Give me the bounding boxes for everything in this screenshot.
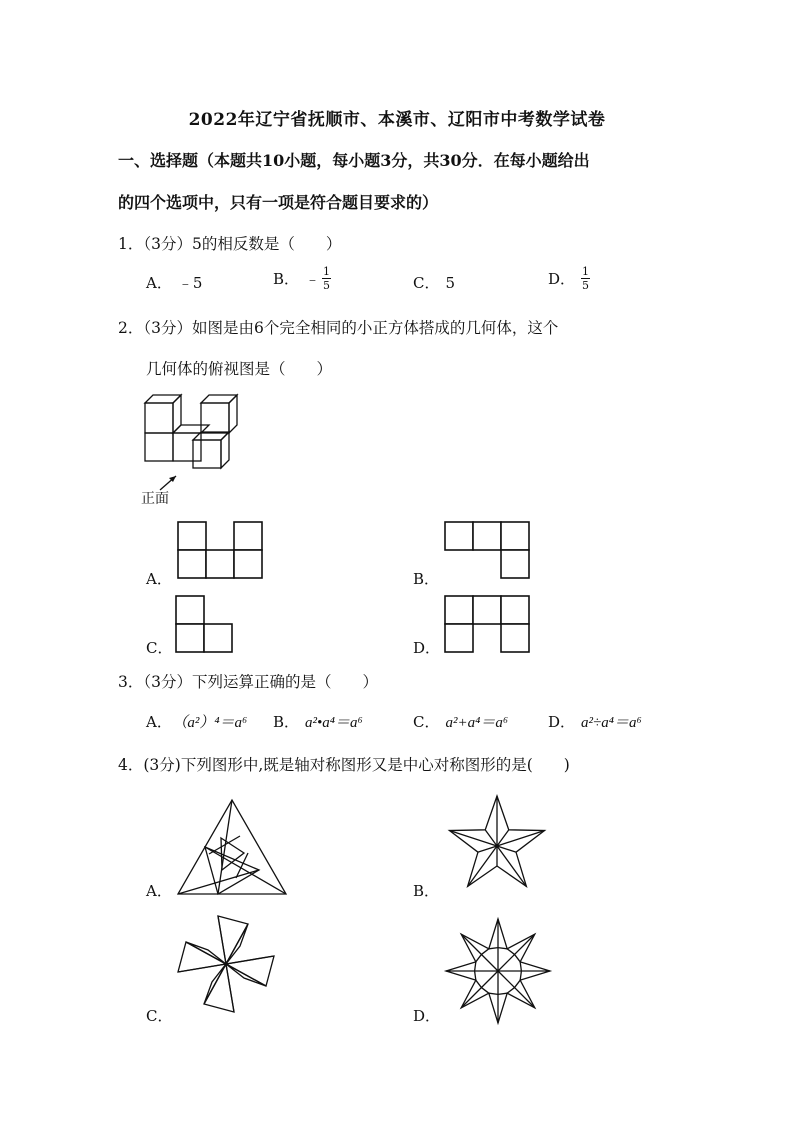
q1-d-numerator: 1 [582,265,590,278]
q1-option-c [413,272,455,293]
q3-c-label: C． [413,713,440,731]
q3-a-label: A． [146,713,172,731]
q4-option-c-figure[interactable] [175,912,277,1016]
front-view-label: 正面 [141,491,169,507]
q1-b-sign: ﹣ [305,270,321,288]
section-header-line1: 一、选择题（本题共10小题，每小题3分，共30分．在每小题给出 [118,151,590,170]
cube-stack-figure [140,392,250,472]
q3-stem: 3．（3分）下列运算正确的是（ ） [118,673,378,691]
q2-b-label: B． [413,570,440,588]
q1-c-value: 5 [445,274,456,292]
q1-option-b [273,265,331,292]
q4-c-label: C． [146,1007,173,1025]
q3-a-expr: （a²）⁴＝a⁶ [179,715,248,731]
q1-a-label: A． [146,274,172,292]
q1-option-d [548,265,590,292]
q1-d-denominator: 5 [582,279,590,292]
q1-b-denominator: 5 [323,279,331,292]
q4-a-label: A． [146,882,172,900]
q1-d-label: D． [548,270,576,288]
q4-d-label: D． [413,1007,441,1025]
q3-b-expr: a²•a⁴＝a⁶ [305,715,363,731]
q1-c-label: C． [413,274,440,292]
q4-b-label: B． [413,882,440,900]
q2-stem-line1: 2．（3分）如图是由6个完全相同的小正方体搭成的几何体，这个 [118,319,559,337]
q2-option-a-figure[interactable] [177,521,263,581]
q2-option-b-figure[interactable] [444,521,530,581]
q4-option-b-figure[interactable] [445,790,549,894]
q3-b-label: B． [273,713,300,731]
q1-d-fraction [581,265,590,292]
q2-stem-line2: 几何体的俯视图是（ ） [146,360,333,378]
q2-a-label: A． [146,570,172,588]
q4-option-a-figure[interactable] [176,798,288,896]
q2-d-label: D． [413,639,441,657]
q1-b-label: B． [273,270,300,288]
q3-c-expr: a²+a⁴＝a⁶ [445,715,509,731]
q2-option-c-figure[interactable] [175,595,235,655]
q3-option-a [146,711,247,732]
section-header-line2: 的四个选项中，只有一项是符合题目要求的） [118,193,439,212]
q2-c-label: C． [146,639,173,657]
page-title: 2022年辽宁省抚顺市、本溪市、辽阳市中考数学试卷 [188,110,606,130]
q1-stem: 1．（3分）5的相反数是（ ） [118,235,342,253]
q1-b-numerator: 1 [323,265,331,278]
q3-option-d [548,711,642,732]
q3-option-c [413,711,508,732]
q2-option-d-figure[interactable] [444,595,530,655]
q1-b-fraction [322,265,331,292]
q3-option-b [273,711,363,732]
q4-stem: 4．(3分)下列图形中,既是轴对称图形又是中心对称图形的是( ) [118,756,570,774]
q4-option-d-figure[interactable] [443,918,553,1024]
q1-option-a [146,272,202,293]
q1-a-value: ﹣5 [177,274,203,292]
q3-d-label: D． [548,713,576,731]
q3-d-expr: a²÷a⁴＝a⁶ [581,715,642,731]
